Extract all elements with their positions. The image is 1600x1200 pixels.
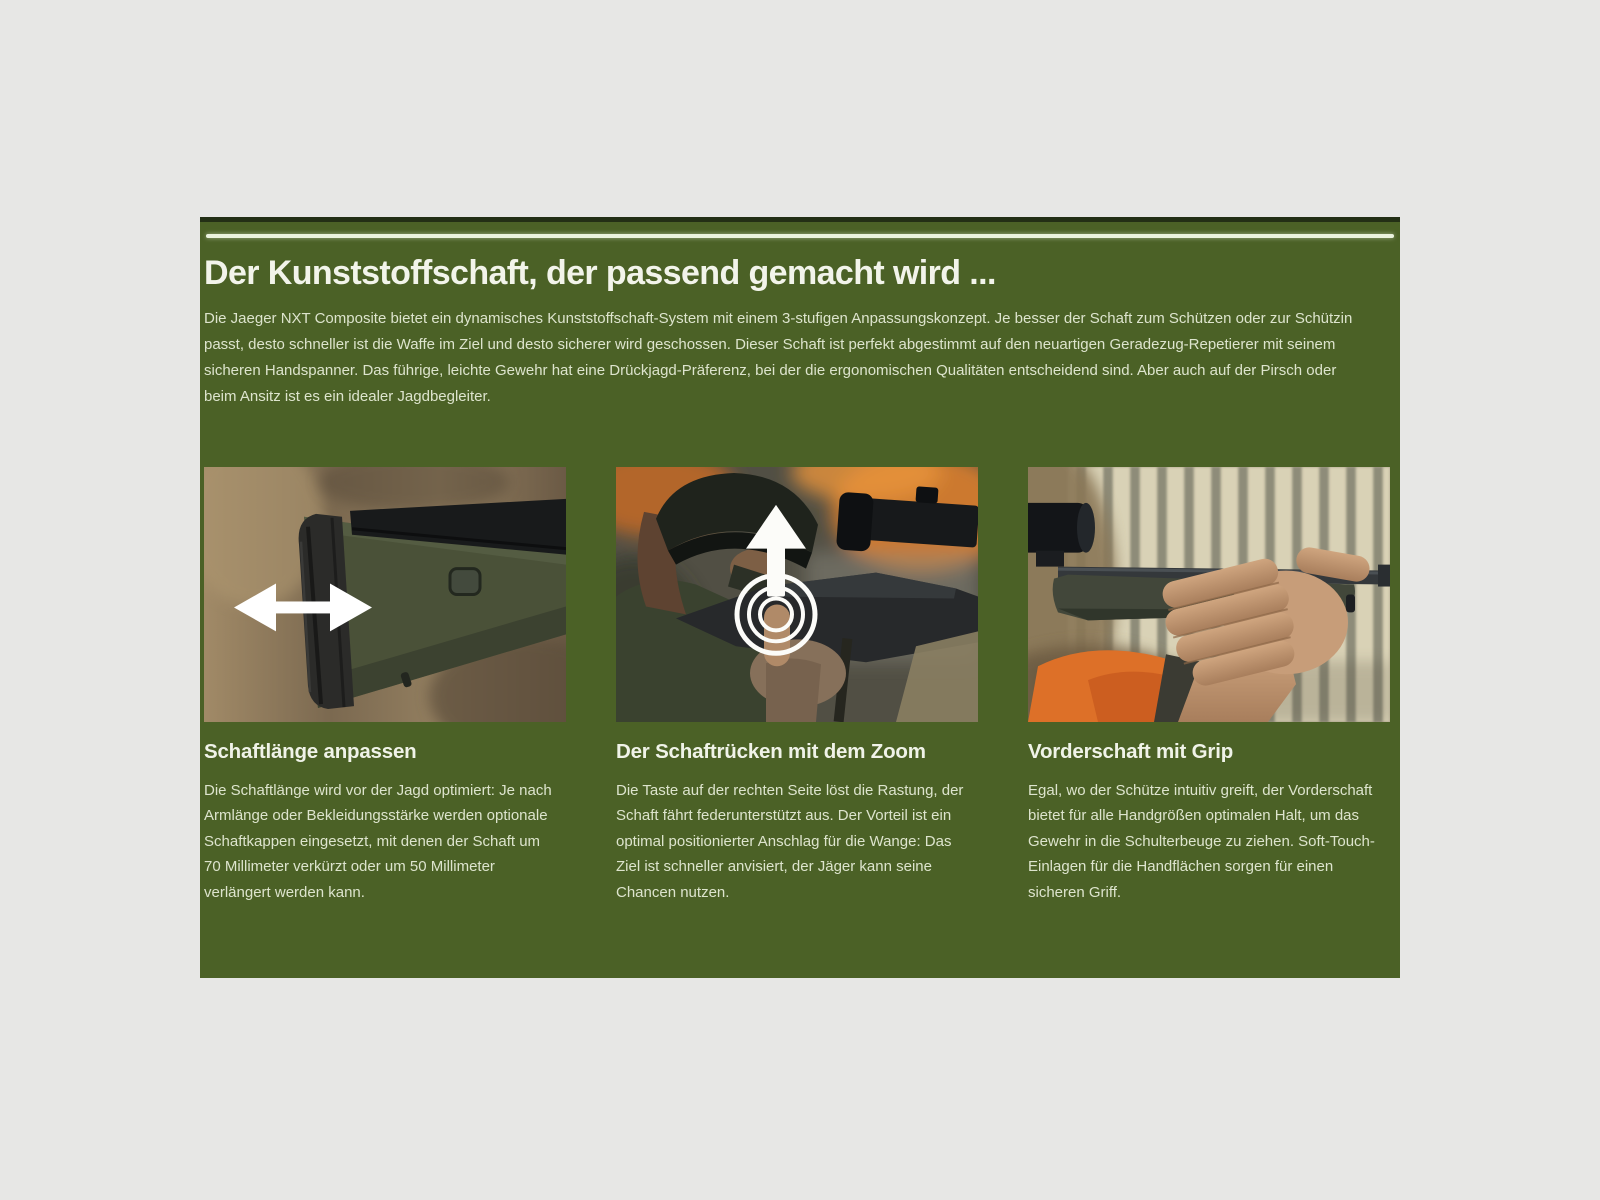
forend-grip-photo (1028, 467, 1390, 722)
stock-button (450, 568, 480, 594)
shooter-photo (616, 467, 978, 722)
feature-text: Egal, wo der Schütze intuitiv greift, der Vorderschaft bietet für alle Handgrößen optimalen Halt, um das Gewehr in die Schulterbeuge zu ziehen. Soft-Touch-Einlagen für die Handflächen sorgen für einen sicheren Griff. (1028, 781, 1375, 901)
feature-grid (204, 467, 1400, 906)
section-divider-line (206, 234, 1394, 238)
feature-title: Schaftlänge anpassen (204, 739, 417, 763)
section-intro: Die Jaeger NXT Composite bietet ein dynamisches Kunststoffschaft-System mit einem 3-stufigen Anpassungskonzept. Je besser der Schaft zum Schützen oder zur Schützin passt, desto schneller ist die Waffe im Ziel und desto sicherer wird geschossen. Dieser Schaft ist perfekt abgestimmt auf den neuartigen Geradezug-Repetierer mit seinem sicheren Handspanner. Das führige, leichte Gewehr hat eine Drückjagd-Präferenz, bei der die ergonomischen Qualitäten entscheidend sind. Aber auch auf der Pirsch oder beim Ansitz ist es ein idealer Jagdbegleiter. (204, 309, 1353, 405)
feature-text: Die Schaftlänge wird vor der Jagd optimiert: Je nach Armlänge oder Bekleidungsstärke werden optionale Schaftkappen eingesetzt, mit denen der Schaft um 70 Millimeter verkürzt oder um 50 Millimeter verlängert werden kann. (204, 781, 552, 901)
feature-card-forend-grip (1028, 467, 1390, 906)
feature-title: Vorderschaft mit Grip (1028, 739, 1234, 763)
feature-text: Die Taste auf der rechten Seite löst die Rastung, der Schaft fährt federunterstützt aus. Der Vorteil ist ein optimal positionierter Anschlag für die Wange: Das Ziel ist schneller anvisiert, der Jäger kann seine Chancen nutzen. (616, 781, 964, 901)
feature-title: Der Schaftrücken mit dem Zoom (616, 739, 926, 763)
stock-section-panel (200, 217, 1400, 978)
feature-card-stock-length (204, 467, 566, 906)
feature-image-forend-grip (1028, 467, 1390, 722)
feature-image-comb-zoom (616, 467, 978, 722)
feature-image-stock-length (204, 467, 566, 722)
section-title: Der Kunststoffschaft, der passend gemacht wird ... (204, 254, 996, 292)
feature-card-comb-zoom (616, 467, 978, 906)
buttstock-photo (204, 467, 566, 722)
